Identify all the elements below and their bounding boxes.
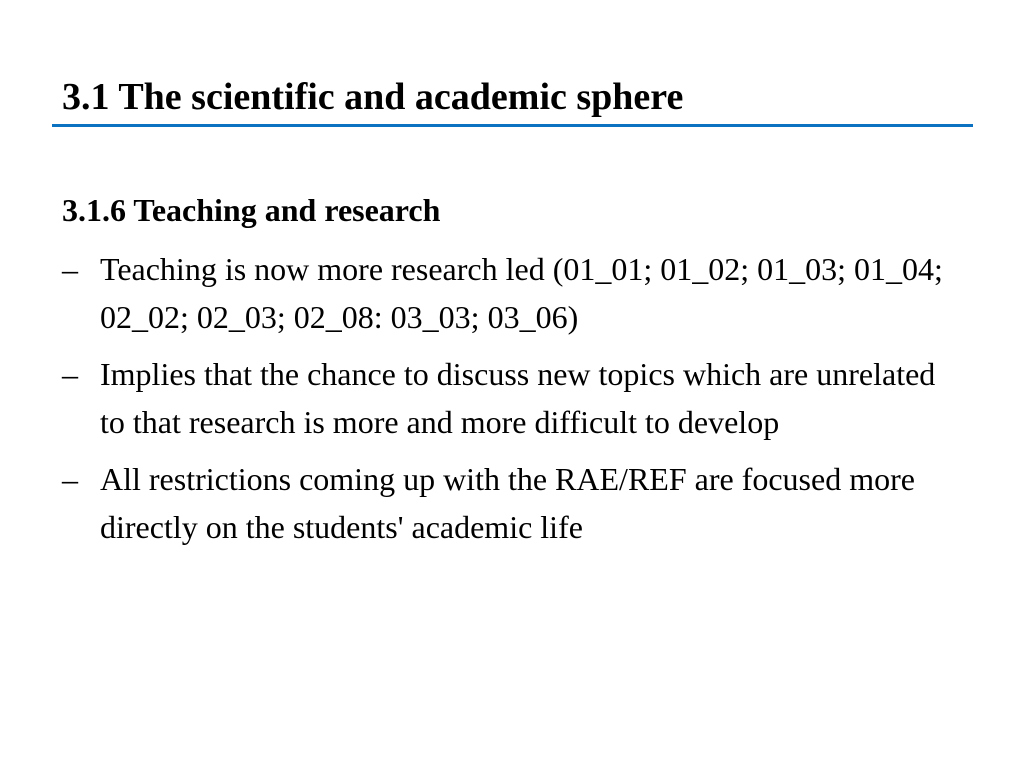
section-heading: 3.1.6 Teaching and research [62, 192, 441, 228]
bullet-text: Implies that the chance to discuss new topics which are unrelated to that research is more and more difficult to develop [100, 356, 936, 440]
bullet-text: Teaching is now more research led (01_01; 01_02; 01_03; 01_04; 02_02; 02_03; 02_08: 03_03; 03_06) [100, 251, 943, 335]
slide-title: 3.1 The scientific and academic sphere [62, 76, 684, 118]
bullet-text: All restrictions coming up with the RAE/REF are focused more directly on the students' academic life [100, 461, 915, 545]
list-item [62, 245, 962, 341]
bullet-dash-icon: – [62, 356, 78, 392]
title-underline [52, 124, 973, 127]
bullet-dash-icon: – [62, 251, 78, 287]
bullet-dash-icon: – [62, 461, 78, 497]
list-item [62, 455, 962, 551]
list-item [62, 350, 962, 446]
bullet-list [62, 245, 962, 560]
